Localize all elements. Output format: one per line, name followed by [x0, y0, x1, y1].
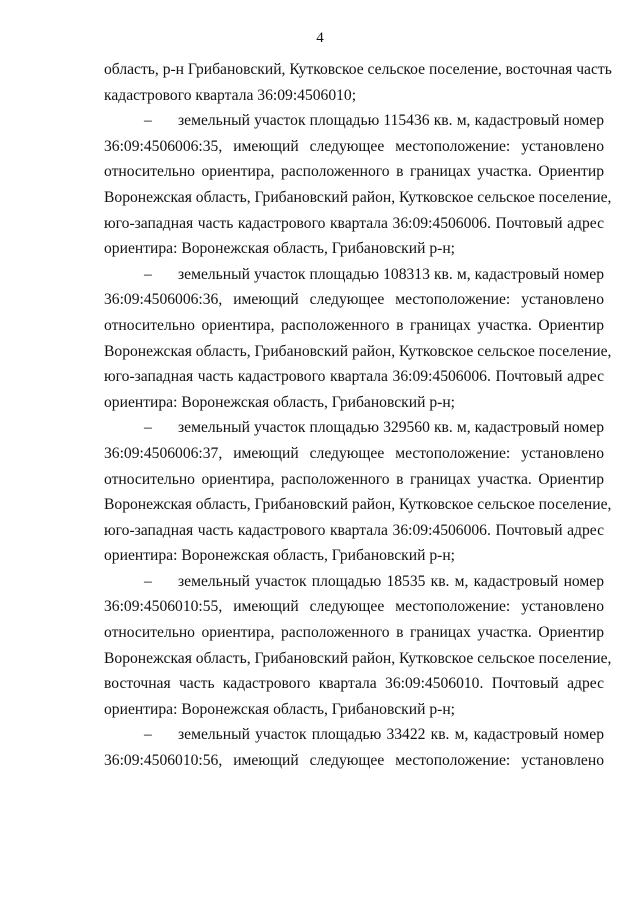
- text-line: [104, 722, 604, 748]
- text-line: 36:09:4506010:56, имеющий следующее местоположение: установлено: [104, 752, 604, 770]
- text-line: 36:09:4506006:35, имеющий следующее местоположение: установлено: [104, 137, 604, 155]
- text-line: 36:09:4506006:36, имеющий следующее местоположение: установлено: [104, 291, 604, 309]
- text-line: ориентира: Воронежская область, Грибановский р-н;: [104, 240, 456, 258]
- list-item: [104, 262, 612, 416]
- text-line: ориентира: Воронежская область, Грибановский р-н;: [104, 393, 456, 411]
- text-line: Воронежская область, Грибановский район, Кутковское сельское поселение,: [104, 188, 612, 206]
- text-line-content: земельный участок площадью 108313 кв. м, кадастровый номер: [178, 265, 604, 283]
- list-item: [104, 415, 612, 569]
- text-line: юго-западная часть кадастрового квартала 36:09:4506006. Почтовый адрес: [104, 368, 604, 386]
- dash-bullet: –: [144, 265, 152, 283]
- text-line-content: земельный участок площадью 115436 кв. м, кадастровый номер: [178, 112, 604, 130]
- text-line: ориентира: Воронежская область, Грибановский р-н;: [104, 547, 456, 565]
- text-line: [104, 569, 604, 595]
- text-line: относительно ориентира, расположенного в границах участка. Ориентир: [104, 470, 604, 488]
- text-line: [104, 108, 604, 134]
- paragraph: [104, 57, 612, 108]
- dash-bullet: –: [144, 726, 152, 744]
- text-line: Воронежская область, Грибановский район, Кутковское сельское поселение,: [104, 496, 612, 514]
- text-line: относительно ориентира, расположенного в границах участка. Ориентир: [104, 624, 604, 642]
- text-line: 36:09:4506006:37, имеющий следующее местоположение: установлено: [104, 444, 604, 462]
- text-line: относительно ориентира, расположенного в границах участка. Ориентир: [104, 163, 604, 181]
- text-line: юго-западная часть кадастрового квартала 36:09:4506006. Почтовый адрес: [104, 521, 604, 539]
- document-body: [104, 57, 612, 774]
- text-line: ориентира: Воронежская область, Грибановский р-н;: [104, 700, 456, 718]
- text-line: область, р-н Грибановский, Кутковское сельское поселение, восточная часть: [104, 61, 612, 78]
- page-number: 4: [316, 30, 324, 46]
- list-item: [104, 108, 612, 262]
- text-line: [104, 262, 604, 288]
- text-line: восточная часть кадастрового квартала 36:09:4506010. Почтовый адрес: [104, 675, 604, 693]
- text-line: [104, 415, 604, 441]
- text-line: юго-западная часть кадастрового квартала 36:09:4506006. Почтовый адрес: [104, 214, 604, 232]
- text-line-content: земельный участок площадью 329560 кв. м, кадастровый номер: [178, 419, 604, 437]
- text-line-content: земельный участок площадью 18535 кв. м, кадастровый номер: [178, 572, 604, 590]
- text-line: кадастрового квартала 36:09:4506010;: [104, 86, 357, 104]
- dash-bullet: –: [144, 419, 152, 437]
- text-line: Воронежская область, Грибановский район, Кутковское сельское поселение,: [104, 342, 612, 360]
- text-line: Воронежская область, Грибановский район, Кутковское сельское поселение,: [104, 649, 612, 667]
- list-item: [104, 722, 604, 773]
- text-line-content: земельный участок площадью 33422 кв. м, кадастровый номер: [178, 726, 604, 744]
- text-line: относительно ориентира, расположенного в границах участка. Ориентир: [104, 316, 604, 334]
- text-line: 36:09:4506010:55, имеющий следующее местоположение: установлено: [104, 598, 604, 616]
- dash-bullet: –: [144, 112, 152, 130]
- dash-bullet: –: [144, 572, 152, 590]
- list-item: [104, 569, 612, 723]
